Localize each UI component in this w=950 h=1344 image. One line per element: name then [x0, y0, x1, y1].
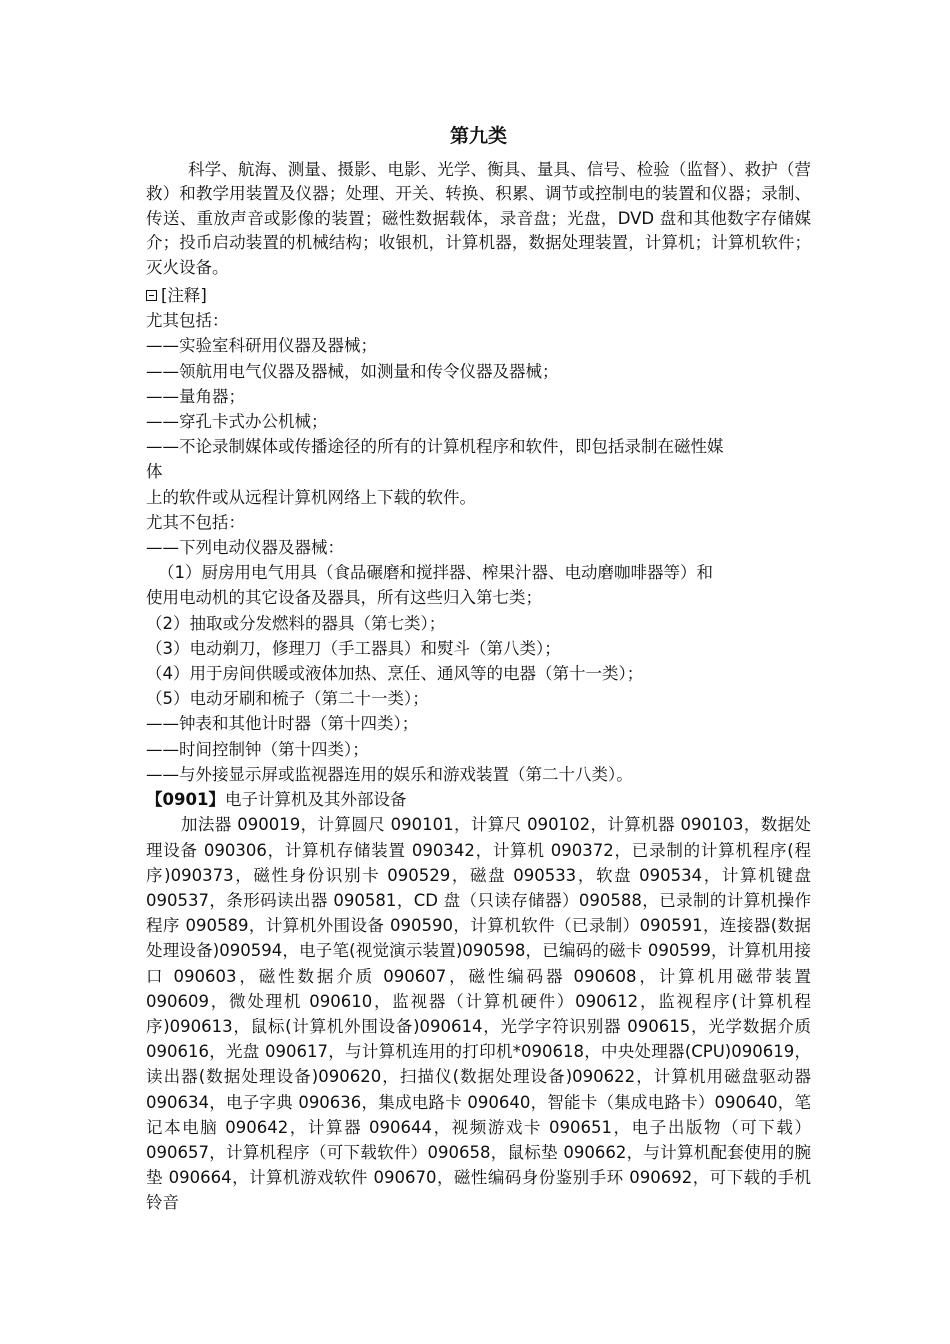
include-item: 上的软件或从远程计算机网络上下载的软件。	[146, 487, 476, 507]
include-item: ——穿孔卡式办公机械；	[146, 412, 328, 432]
exclude-subitem: （2）抽取或分发燃料的器具（第七类）；	[146, 613, 446, 633]
include-label: 尤其包括：	[146, 311, 229, 331]
include-item: 体	[146, 462, 163, 482]
collapse-icon[interactable]	[146, 290, 157, 301]
include-item: ——量角器；	[146, 386, 245, 406]
group-heading	[146, 787, 811, 812]
exclude-item: ——钟表和其他计时器（第十四类）；	[146, 714, 419, 734]
include-item: ——实验室科研用仪器及器械；	[146, 336, 377, 356]
class-title: 第九类	[449, 125, 507, 147]
include-item: ——领航用电气仪器及器械，如测量和传令仪器及器械；	[146, 361, 559, 381]
class-description: 科学、航海、测量、摄影、电影、光学、衡具、量具、信号、检验（监督）、救护（营救）和教学用装置及仪器；处理、开关、转换、积累、调节或控制电的装置和仪器；录制、传送、重放声音或影像的装置；磁性数据载体，录音盘；光盘，DVD 盘和其他数字存储媒介；投币启动装置的机械结构；收银机，计算机器，数据处理装置，计算机；计算机软件；灭火设备。	[146, 160, 811, 277]
exclude-subitem: （4）用于房间供暖或液体加热、烹任、通风等的电器（第十一类）；	[146, 664, 644, 684]
exclude-subitem: 使用电动机的其它设备及器具，所有这些归入第七类；	[146, 588, 542, 608]
exclude-subitem: （1）厨房用电气用具（食品碾磨和搅拌器、榨果汁器、电动磨咖啡器等）和	[158, 563, 713, 583]
group-code: 【0901】	[146, 790, 225, 810]
notes-label: [注释]	[161, 286, 207, 306]
exclude-item: ——时间控制钟（第十四类）；	[146, 739, 369, 759]
document-page	[146, 118, 811, 1216]
exclude-item: ——与外接显示屏或监视器连用的娱乐和游戏装置（第二十八类）。	[146, 764, 633, 784]
exclude-subitem: （3）电动剃刀，修理刀（手工器具）和熨斗（第八类）；	[146, 638, 561, 658]
notes-header[interactable]	[146, 283, 811, 308]
exclude-subitem: （5）电动牙刷和梳子（第二十一类）；	[146, 689, 429, 709]
group-title: 电子计算机及其外部设备	[224, 790, 407, 810]
group-items: 加法器 090019，计算圆尺 090101，计算尺 090102，计算机器 090103，数据处理设备 090306，计算机存储装置 090342，计算机 090372，已录制的计算机程序(程序)090373，磁性身份识别卡 090529，磁盘 090533，软盘 090534，计算机键盘 090537，条形码读出器 090581，CD 盘（只读存储器）090588，已录制的计算机操作程序 090589，计算机外围设备 090590，计算机软件（已录制）090591，连接器(数据处理设备)090594，电子笔(视觉演示装置)090598，已编码的磁卡 090599，计算机用接口 090603，磁性数据介质 090607，磁性编码器 090608，计算机用磁带装置 090609，微处理机 090610，监视器（计算机硬件）090612，监视程序(计算机程序)090613，鼠标(计算机外围设备)090614，光学字符识别器 090615，光学数据介质 090616，光盘 090617，与计算机连用的打印机*090618，中央处理器(CPU)090619，读出器(数据处理设备)090620，扫描仪(数据处理设备)090622，计算机用磁盘驱动器 090634，电子字典 090636，集成电路卡 090640，智能卡（集成电路卡）090640，笔记本电脑 090642，计算器 090644，视频游戏卡 090651，电子出版物（可下载）090657，计算机程序（可下载软件）090658，鼠标垫 090662，与计算机配套使用的腕垫 090664，计算机游戏软件 090670，磁性编码身份鉴别手环 090692，可下载的手机铃音	[146, 815, 811, 1213]
exclude-item: ——下列电动仪器及器械：	[146, 538, 344, 558]
exclude-label: 尤其不包括：	[146, 512, 245, 532]
include-item: ——不论录制媒体或传播途径的所有的计算机程序和软件，即包括录制在磁性媒	[146, 437, 724, 457]
